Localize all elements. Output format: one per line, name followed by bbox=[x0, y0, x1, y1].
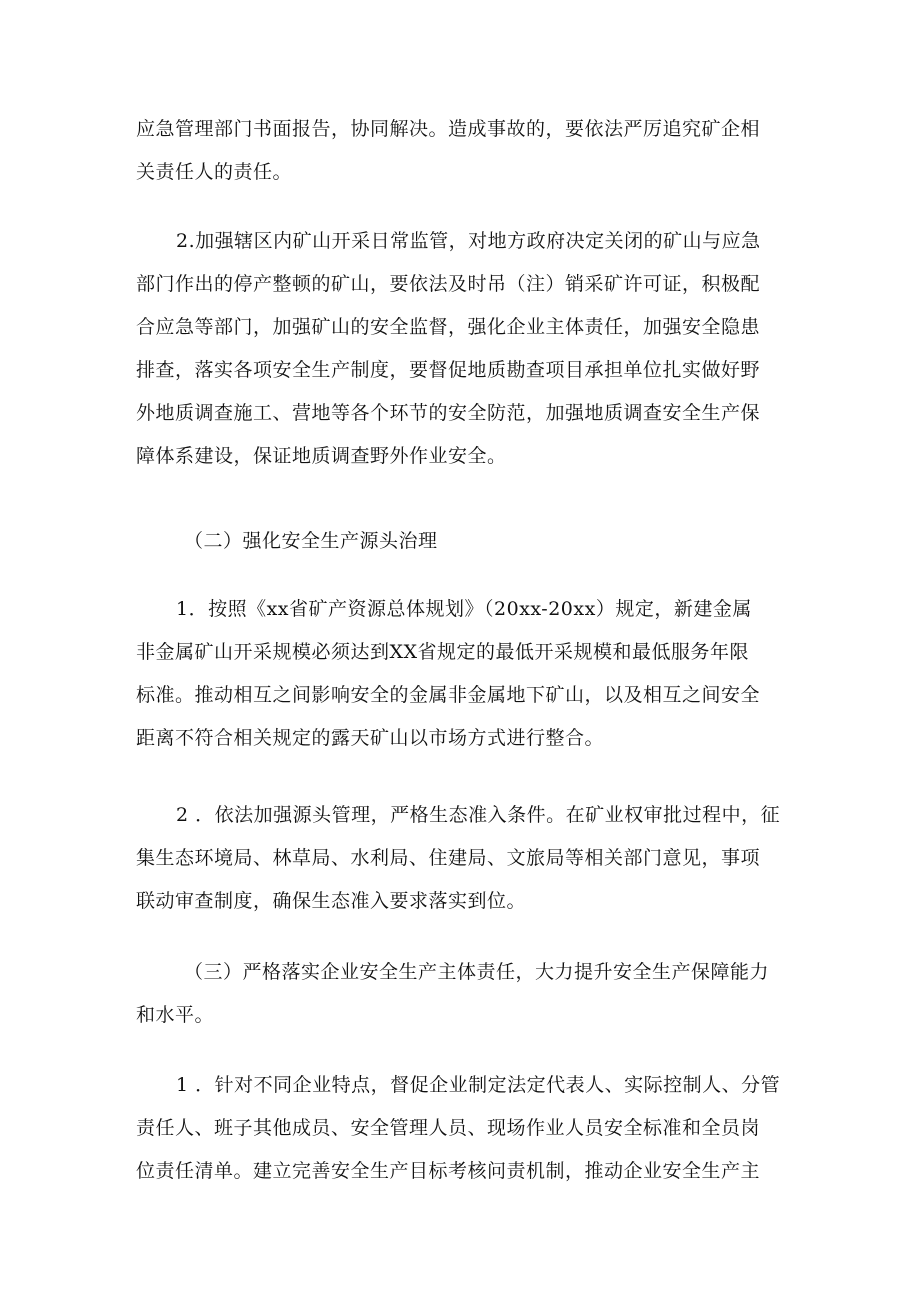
text-line: 排查，落实各项安全生产制度，要督促地质勘查项目承担单位扎实做好野 bbox=[136, 359, 761, 381]
text-line: 集生态环境局、林草局、水利局、住建局、文旅局等相关部门意见，事项 bbox=[136, 847, 761, 869]
section-heading-text: （二）强化安全生产源头治理 bbox=[184, 530, 438, 552]
paragraph-enterprise-responsibility bbox=[136, 1064, 788, 1193]
section-heading-text: 和水平。 bbox=[136, 1004, 215, 1026]
section-heading-text: （三）严格落实企业安全生产主体责任，大力提升安全生产保障能力 bbox=[184, 961, 770, 983]
text-line: 关责任人的责任。 bbox=[136, 161, 293, 183]
text-line: 联动审查制度，确保生态准入要求落实到位。 bbox=[136, 890, 527, 912]
text-line: 2 ．依法加强源头管理，严格生态准入条件。在矿业权审批过程中，征 bbox=[176, 804, 781, 826]
text-line: 应急管理部门书面报告，协同解决。造成事故的，要依法严厉追究矿企相 bbox=[136, 118, 761, 140]
paragraph-mine-supervision bbox=[136, 220, 788, 478]
text-line: 标准。推动相互之间影响安全的金属非金属地下矿山，以及相互之间安全 bbox=[136, 684, 761, 706]
text-line: 合应急等部门，加强矿山的安全监督，强化企业主体责任，加强安全隐患 bbox=[136, 316, 761, 338]
text-line: 位责任清单。建立完善安全生产目标考核问责机制，推动企业安全生产主 bbox=[136, 1160, 761, 1182]
text-line: 责任人、班子其他成员、安全管理人员、现场作业人员安全标准和全员岗 bbox=[136, 1117, 761, 1139]
text-line: 距离不符合相关规定的露天矿山以市场方式进行整合。 bbox=[136, 727, 605, 749]
text-line: 外地质调查施工、营地等各个环节的安全防范，加强地质调查安全生产保 bbox=[136, 402, 761, 424]
section-heading-2 bbox=[136, 520, 788, 563]
text-line: 1 ．针对不同企业特点，督促企业制定法定代表人、实际控制人、分管 bbox=[176, 1074, 781, 1096]
text-line: 1．按照《xx省矿产资源总体规划》（20xx-20xx）规定，新建金属 bbox=[176, 598, 752, 620]
text-line: 2.加强辖区内矿山开采日常监管，对地方政府决定关闭的矿山与应急 bbox=[176, 230, 761, 252]
paragraph-source-management bbox=[136, 794, 788, 923]
text-line: 障体系建设，保证地质调查野外作业安全。 bbox=[136, 445, 507, 467]
text-line: 部门作出的停产整顿的矿山，要依法及时吊（注）销采矿许可证，积极配 bbox=[136, 273, 761, 295]
paragraph-planning-standards bbox=[136, 588, 788, 760]
paragraph-report-accountability bbox=[136, 108, 788, 194]
section-heading-3 bbox=[136, 951, 788, 1037]
text-line: 非金属矿山开采规模必须达到XX省规定的最低开采规模和最低服务年限 bbox=[136, 641, 750, 663]
